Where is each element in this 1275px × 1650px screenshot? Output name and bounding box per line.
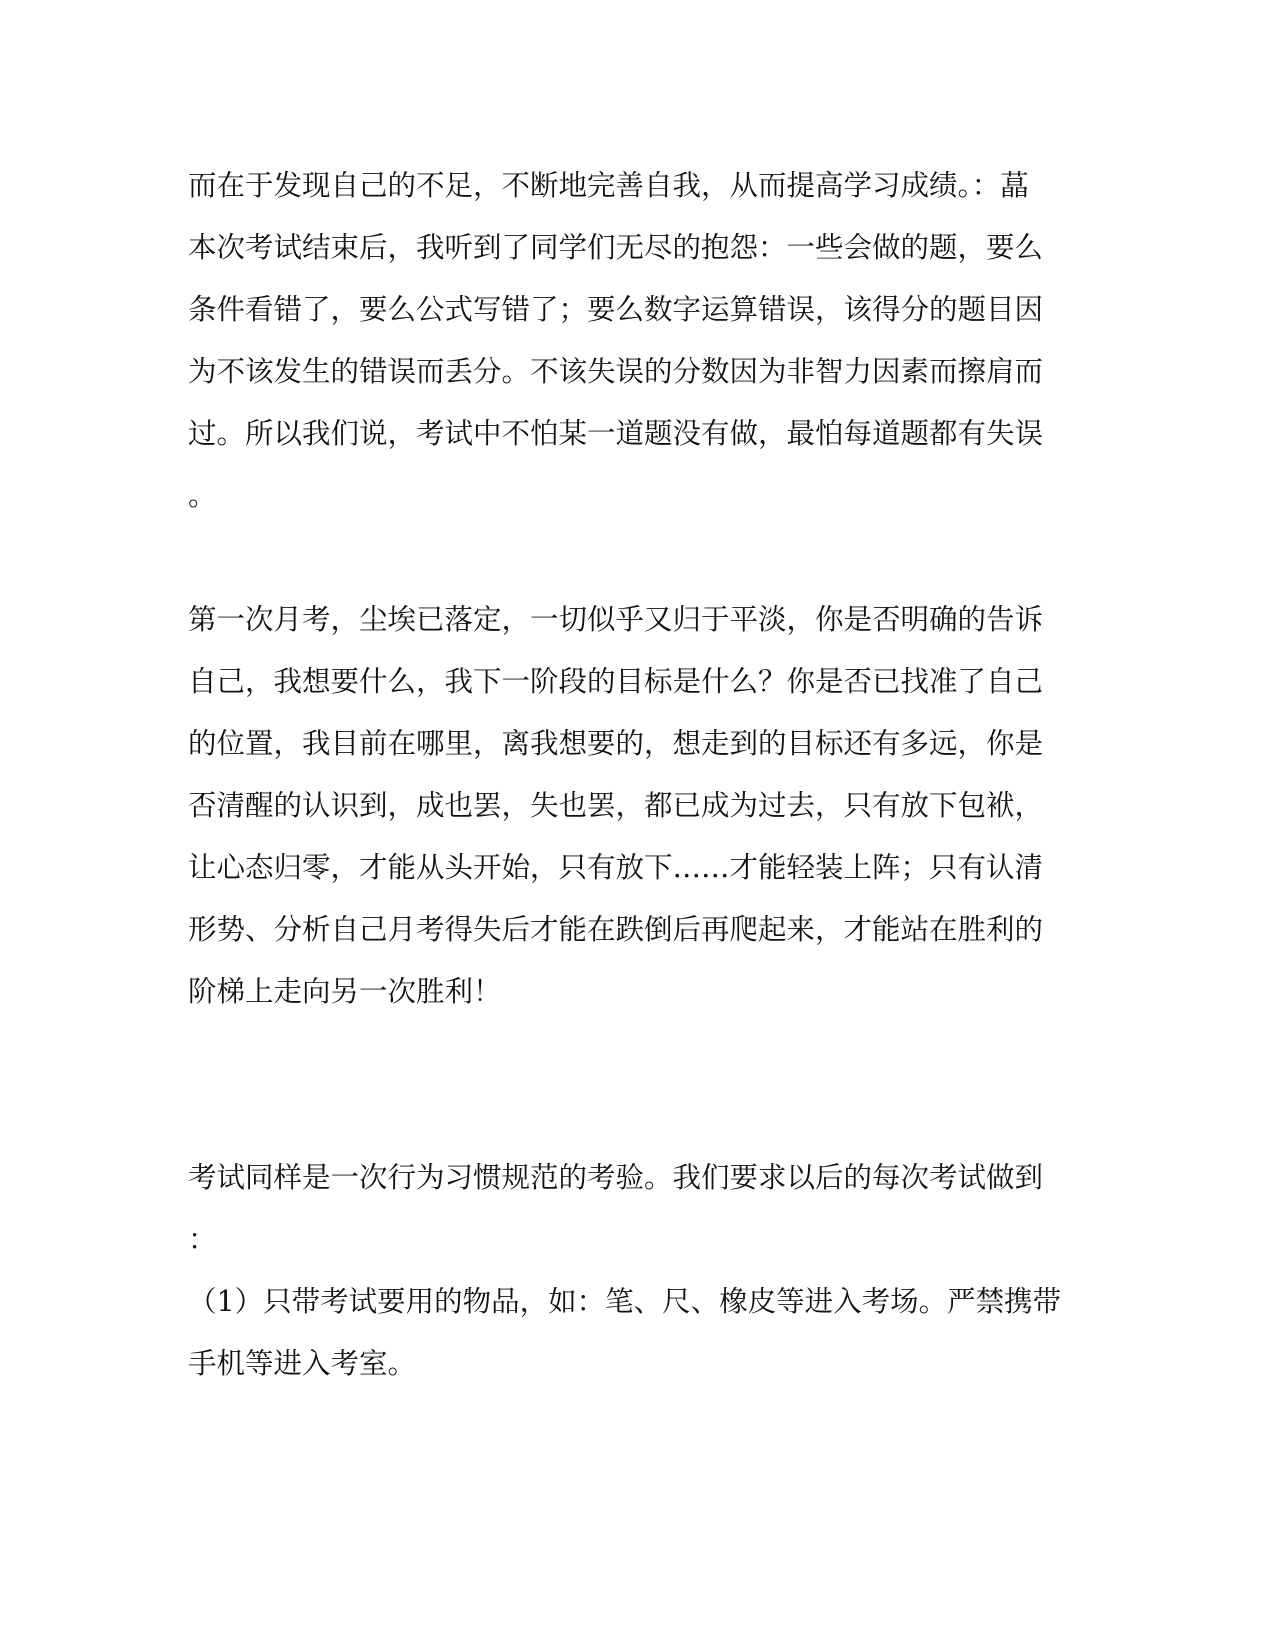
text-line: 条件看错了，要么公式写错了；要么数字运算错误，该得分的题目因 <box>188 293 1044 326</box>
text-line: 的位置，我目前在哪里，离我想要的，想走到的目标还有多远，你是 <box>188 727 1044 760</box>
text-line: 否清醒的认识到，成也罢，失也罢，都已成为过去，只有放下包袱， <box>188 789 1044 822</box>
text-line: 考试同样是一次行为习惯规范的考验。我们要求以后的每次考试做到 <box>188 1161 1044 1194</box>
text-line: 形势、分析自己月考得失后才能在跌倒后再爬起来，才能站在胜利的 <box>188 913 1044 946</box>
text-line: 。 <box>188 479 217 512</box>
text-line: （1）只带考试要用的物品，如：笔、尺、橡皮等进入考场。严禁携带 <box>188 1285 1062 1318</box>
text-line: 阶梯上走向另一次胜利！ <box>188 975 502 1008</box>
text-line: 而在于发现自己的不足，不断地完善自我，从而提高学习成绩。：蕌 <box>188 169 1029 202</box>
text-line: 手机等进入考室。 <box>188 1347 417 1380</box>
text-line: 让心态归零，才能从头开始，只有放下……才能轻装上阵；只有认清 <box>188 851 1044 884</box>
text-line: 本次考试结束后，我听到了同学们无尽的抱怨：一些会做的题，要么 <box>188 231 1044 264</box>
text-line: 第一次月考，尘埃已落定，一切似乎又归于平淡，你是否明确的告诉 <box>188 603 1044 636</box>
text-line: ： <box>188 1223 217 1256</box>
text-line: 过。所以我们说，考试中不怕某一道题没有做，最怕每道题都有失误 <box>188 417 1044 450</box>
text-line: 自己，我想要什么，我下一阶段的目标是什么？你是否已找准了自己 <box>188 665 1044 698</box>
text-line: 为不该发生的错误而丢分。不该失误的分数因为非智力因素而擦肩而 <box>188 355 1044 388</box>
